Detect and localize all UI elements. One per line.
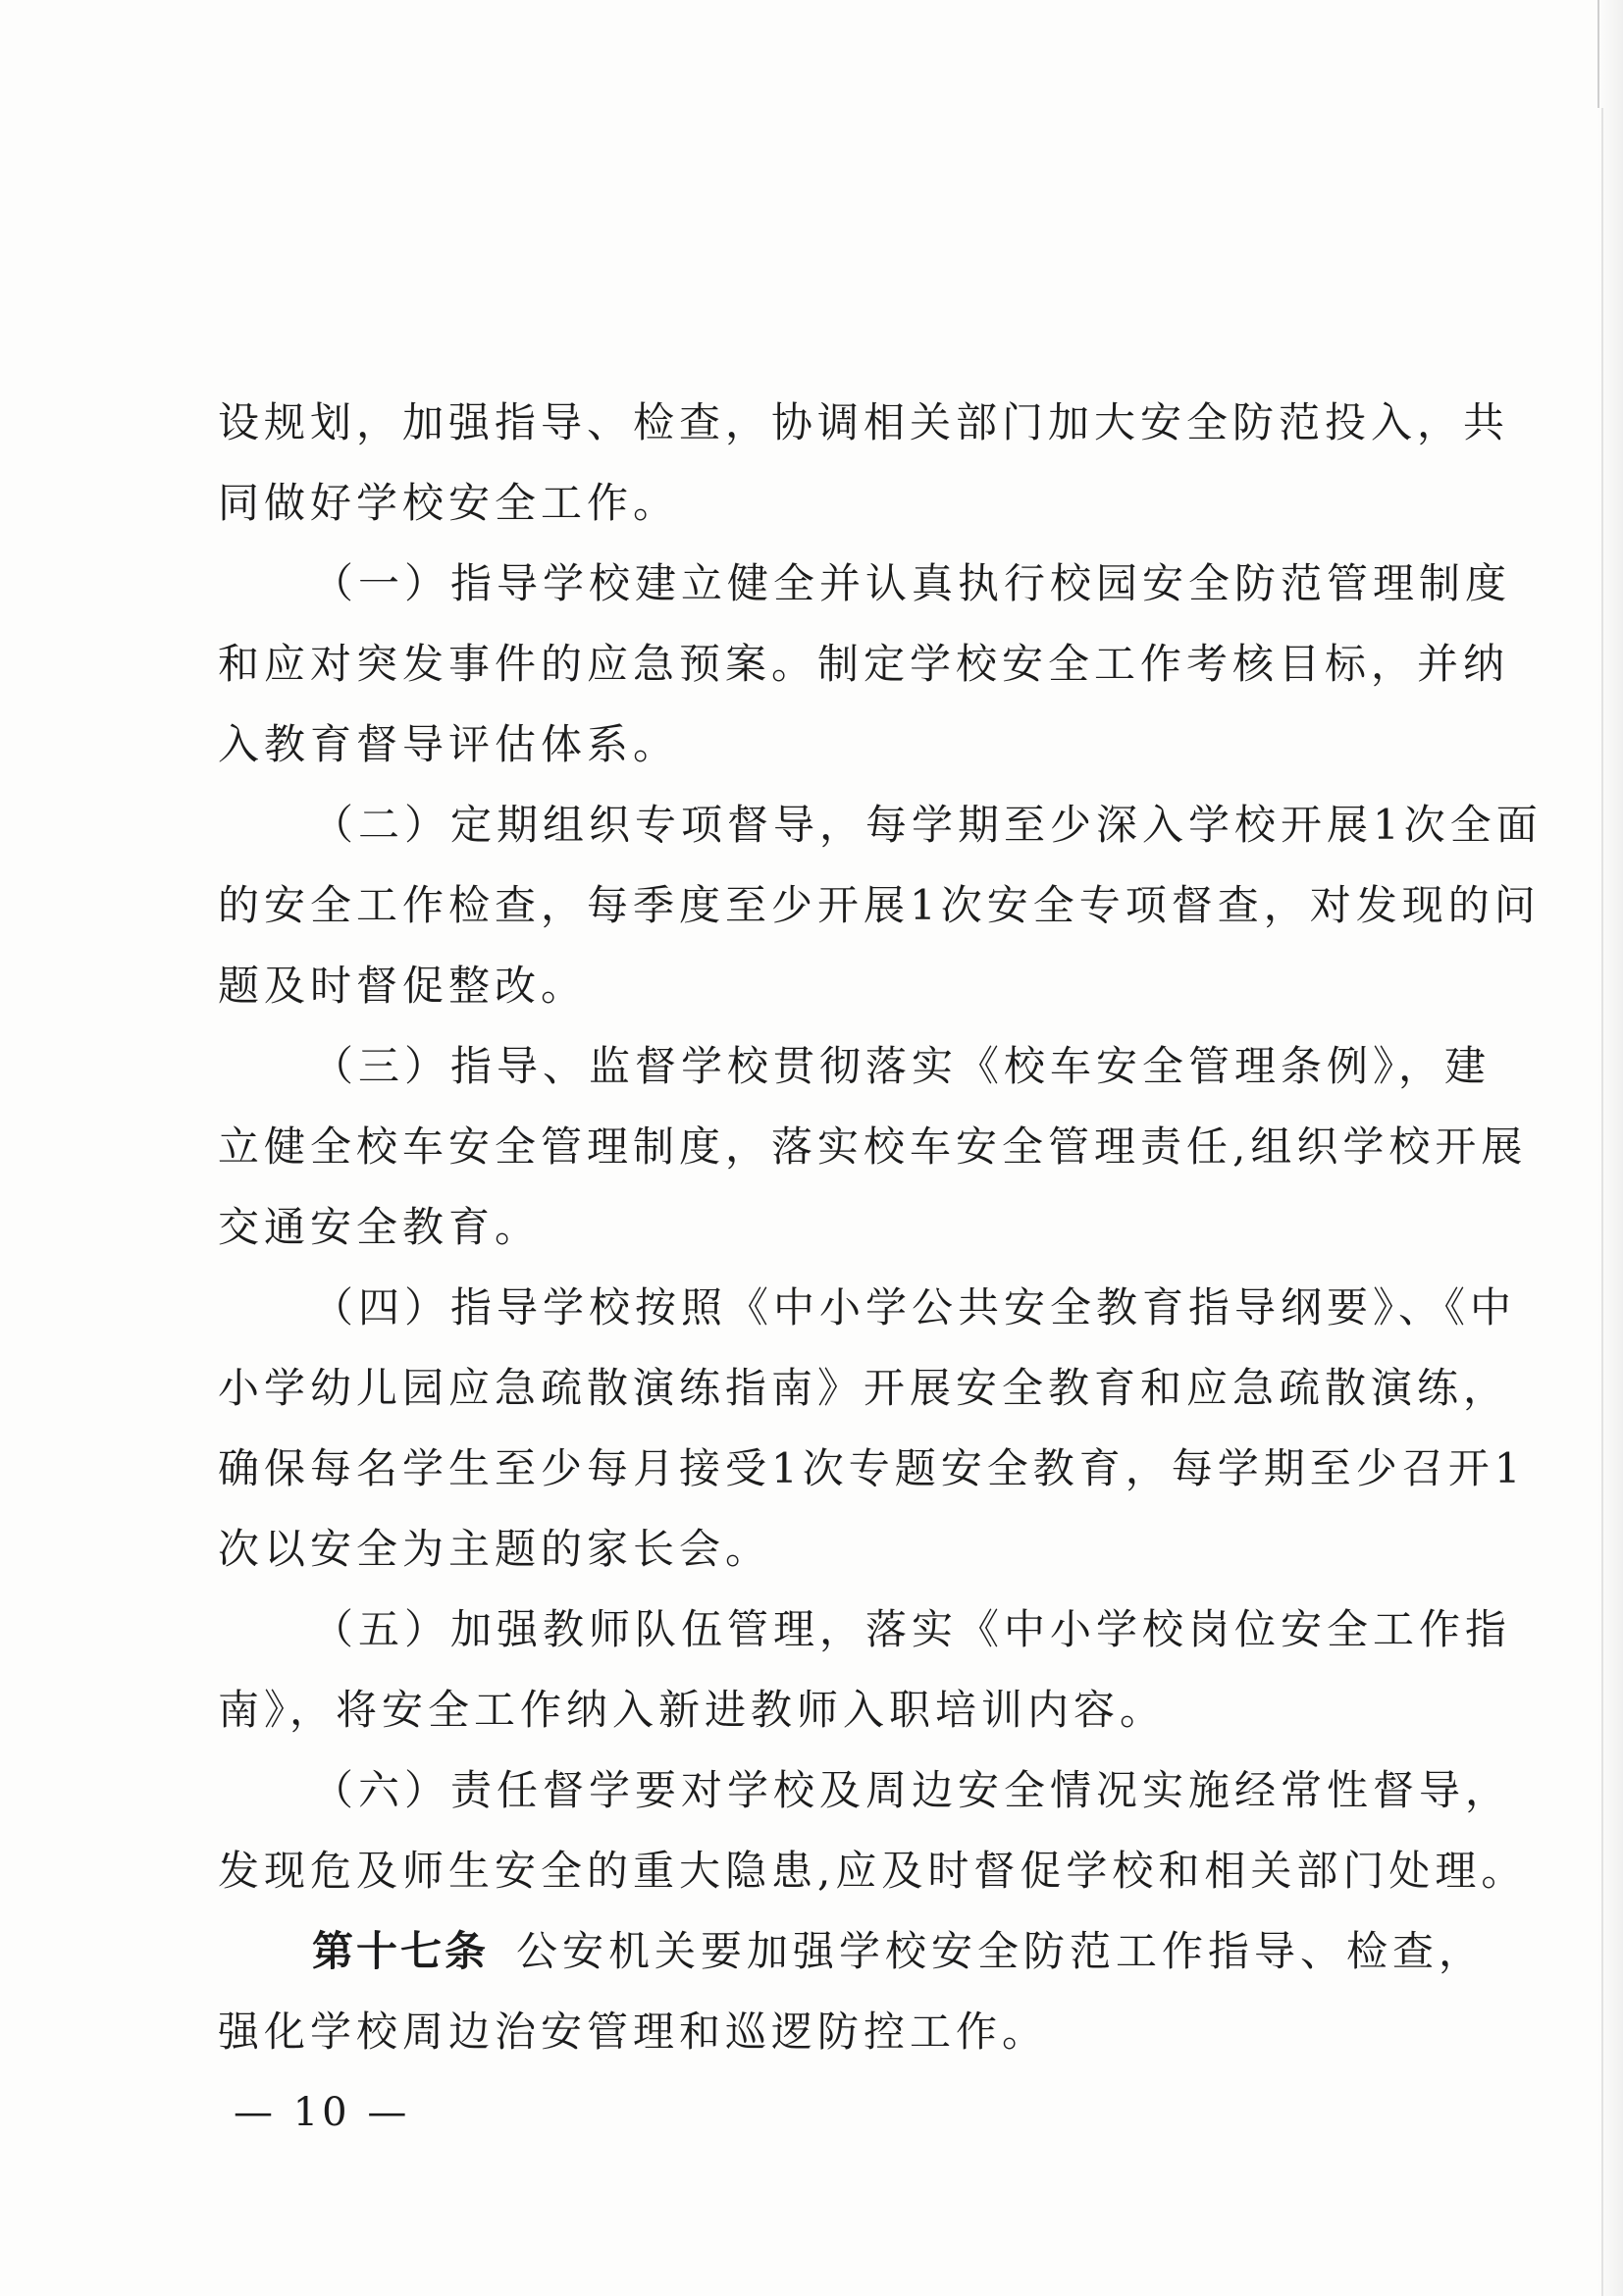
page-number: — 10 —: [234, 2090, 411, 2135]
paragraph-item-4: （四）指导学校按照《中小学公共安全教育指导纲要》、《中: [312, 1283, 1517, 1331]
text-line: 发现危及师生安全的重大隐患,应及时督促学校和相关部门处理。: [218, 1847, 1528, 1895]
article-text: 公安机关要加强学校安全防范工作指导、检查，: [516, 1927, 1486, 1975]
text-line: 交通安全教育。: [218, 1203, 542, 1251]
scan-edge-line: [1601, 108, 1603, 2296]
paragraph-item-3: （三）指导、监督学校贯彻落实《校车安全管理条例》，建: [312, 1042, 1492, 1090]
text-line: 同做好学校安全工作。: [218, 479, 680, 527]
body-text: [218, 383, 1543, 2072]
text-line: 次以安全为主题的家长会。: [218, 1525, 772, 1573]
text-line: 南》，将安全工作纳入新进教师入职培训内容。: [218, 1686, 1167, 1734]
text-line: 小学幼儿园应急疏散演练指南》开展安全教育和应急疏散演练，: [218, 1364, 1510, 1412]
text-line: 立健全校车安全管理制度，落实校车安全管理责任,组织学校开展: [218, 1122, 1528, 1171]
text-line: 入教育督导评估体系。: [218, 720, 680, 768]
article-label: 第十七条: [312, 1927, 490, 1975]
article-17: [218, 1911, 1486, 1992]
paragraph-item-1: （一）指导学校建立健全并认真执行校园安全防范管理制度: [312, 559, 1512, 607]
paragraph-item-5: （五）加强教师队伍管理，落实《中小学校岗位安全工作指: [312, 1605, 1512, 1653]
text-line: 的安全工作检查，每季度至少开展1次安全专项督查，对发现的问: [218, 881, 1541, 929]
text-line: 和应对突发事件的应急预案。制定学校安全工作考核目标，并纳: [218, 640, 1510, 688]
text-line: 题及时督促整改。: [218, 962, 588, 1010]
paragraph-item-2: （二）定期组织专项督导，每学期至少深入学校开展1次全面: [312, 801, 1543, 849]
scan-edge-line: [1597, 0, 1599, 108]
paragraph-item-6: （六）责任督学要对学校及周边安全情况实施经常性督导，: [312, 1766, 1512, 1814]
text-line: 强化学校周边治安管理和巡逻防控工作。: [218, 2008, 1049, 2056]
text-line: 设规划，加强指导、检查，协调相关部门加大安全防范投入，共: [218, 398, 1510, 446]
text-line: 确保每名学生至少每月接受1次专题安全教育，每学期至少召开1: [218, 1444, 1526, 1492]
